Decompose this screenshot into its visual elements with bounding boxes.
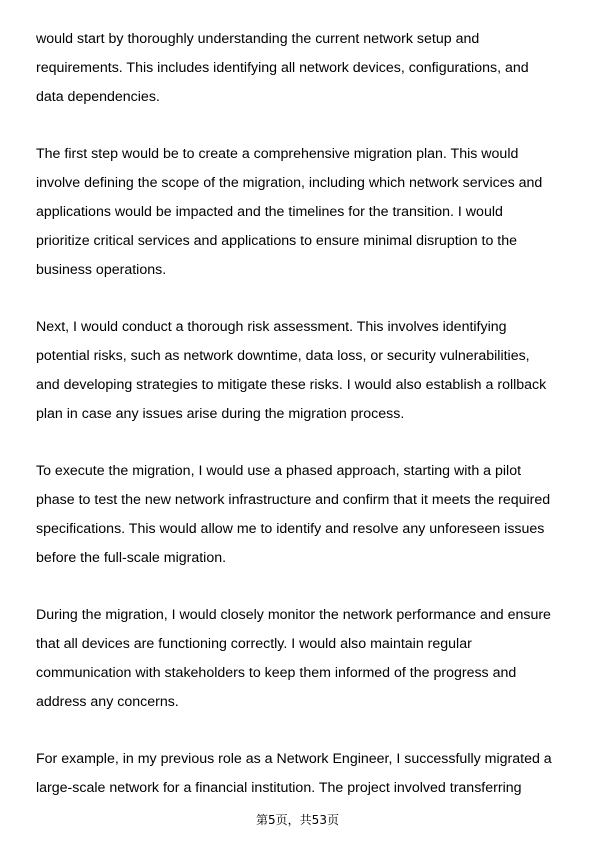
text-line: data dependencies.: [36, 89, 160, 105]
paragraph-3: [36, 313, 564, 429]
text-line: The first step would be to create a comprehensive migration plan. This would: [36, 146, 519, 162]
paragraph-1: [36, 25, 564, 112]
text-line: For example, in my previous role as a Network Engineer, I successfully migrated a: [36, 751, 552, 767]
text-line: Next, I would conduct a thorough risk assessment. This involves identifying: [36, 319, 507, 335]
text-line: prioritize critical services and applications to ensure minimal disruption to the: [36, 233, 518, 249]
text-line: before the full-scale migration.: [36, 550, 227, 566]
text-line: plan in case any issues arise during the migration process.: [36, 406, 405, 422]
text-line: large-scale network for a financial institution. The project involved transferring: [36, 780, 522, 796]
text-line: involve defining the scope of the migration, including which network services and: [36, 175, 543, 191]
paragraph-5: [36, 601, 564, 717]
text-line: and developing strategies to mitigate these risks. I would also establish a rollback: [36, 377, 547, 393]
text-line: business operations.: [36, 262, 167, 278]
paragraph-6: [36, 745, 564, 803]
text-line: requirements. This includes identifying all network devices, configurations, and: [36, 60, 529, 76]
text-line: applications would be impacted and the timelines for the transition. I would: [36, 204, 503, 220]
text-line: communication with stakeholders to keep them informed of the progress and: [36, 665, 517, 681]
paragraph-2: [36, 140, 564, 285]
text-line: potential risks, such as network downtime, data loss, or security vulnerabilities,: [36, 348, 530, 364]
text-line: specifications. This would allow me to identify and resolve any unforeseen issues: [36, 521, 545, 537]
text-line: To execute the migration, I would use a phased approach, starting with a pilot: [36, 463, 522, 479]
text-line: phase to test the new network infrastructure and confirm that it meets the required: [36, 492, 551, 508]
paragraph-4: [36, 457, 564, 573]
text-line: would start by thoroughly understanding the current network setup and: [36, 31, 480, 47]
page-number: 第5页，共53页: [256, 813, 339, 827]
document-body: [36, 25, 564, 831]
text-line: During the migration, I would closely monitor the network performance and ensure: [36, 607, 551, 623]
text-line: address any concerns.: [36, 694, 179, 710]
text-line: that all devices are functioning correctly. I would also maintain regular: [36, 636, 472, 652]
